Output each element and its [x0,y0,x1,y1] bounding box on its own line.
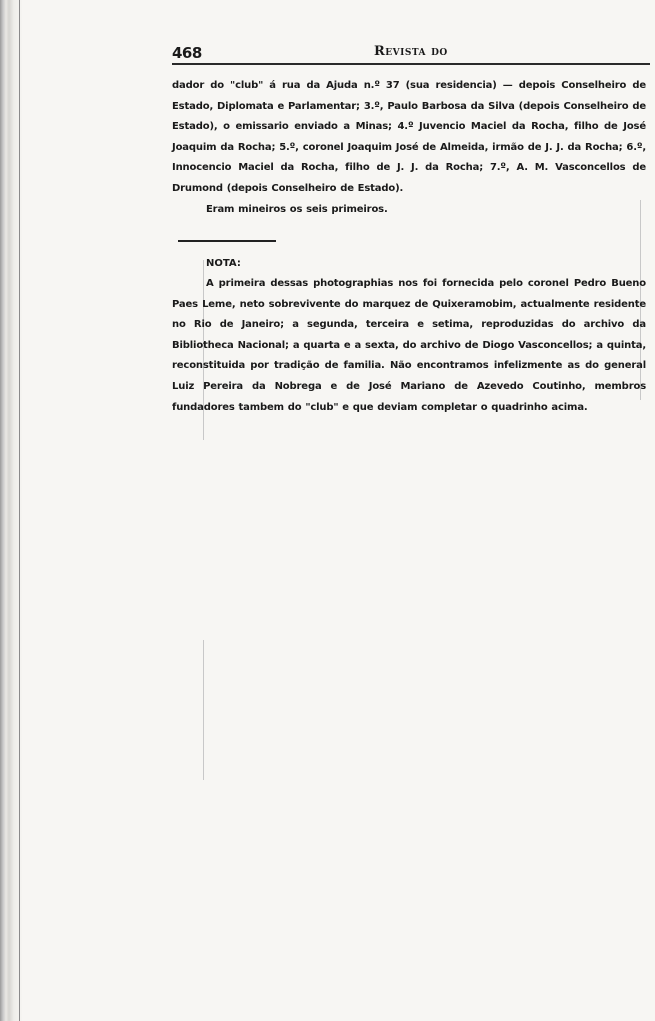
binding-line [19,0,20,1021]
body-paragraph: Eram mineiros os seis primeiros. [206,204,388,215]
note-paragraph: A primeira dessas photographias nos foi fornecida pelo coronel Pedro Bueno Paes Leme, neto sobrevivente do marquez de Quixeramobim, actualmente residente no Rio de Janeiro; a segunda, terceira e setima, reproduzidas do archivo da Bibliotheca Nacional; a quarta e a sexta, do archivo de Diogo Vasconcellos; a quinta, reconstituida por tradição de familia. Não encontramos infelizmente as do general Luiz Pereira da Nobrega e de José Mariano de Azevedo Coutinho, membros fundadores tambem do "club" e que deviam completar o quadrinho acima. [172,278,646,413]
section-separator [178,240,276,242]
bleed-through-mark [203,640,204,780]
running-title: Revista do [374,44,448,59]
note-heading: NOTA: [206,258,241,269]
page-number: 468 [172,44,202,62]
body-paragraph: dador do "club" á rua da Ajuda n.º 37 (sua residencia) — depois Conselheiro de Estado, Diplomata e Parlamentar; 3.º, Paulo Barbosa da Silva (depois Conselheiro de Estado), o emissario enviado a Minas; 4.º Juvencio Maciel da Rocha, filho de José Joaquim da Rocha; 5.º, coronel Joaquim José de Almeida, irmão de J. J. da Rocha; 6.º, Innocencio Maciel da Rocha, filho de J. J. da Rocha; 7.º, A. M. Vasconcellos de Drumond (depois Conselheiro de Estado). [172,80,646,194]
header-rule [172,63,650,65]
